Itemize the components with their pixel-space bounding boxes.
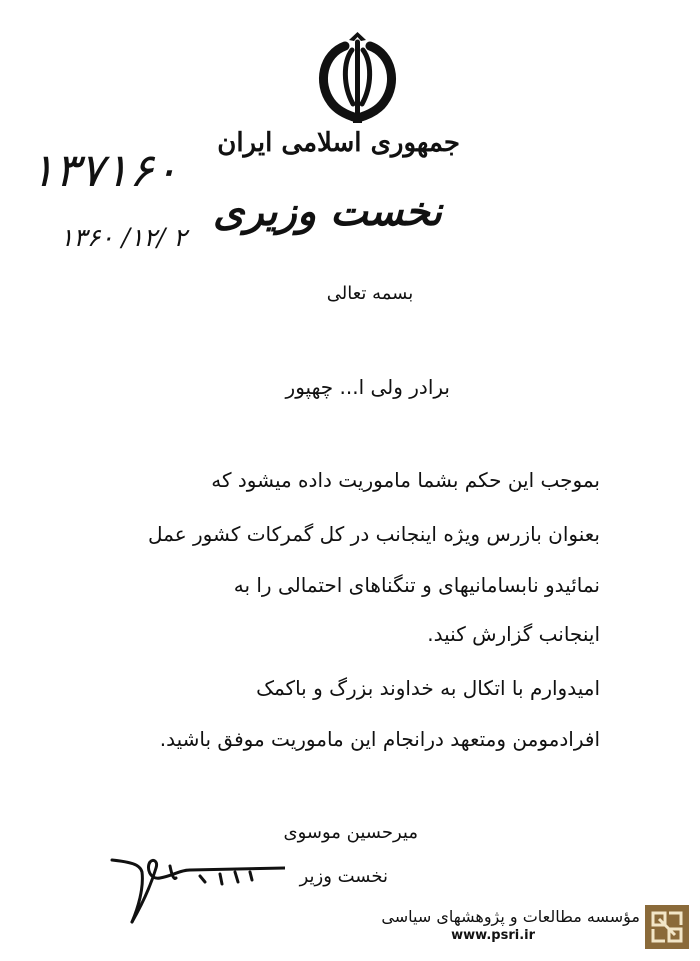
country-name-header: جمهوری اسلامی ایران [217, 128, 460, 158]
institute-name: مؤسسه مطالعات و پژوهشهای سیاسی [381, 907, 640, 926]
body-line-6: افرادمومن ومتعهد درانجام این ماموریت موفق باشید. [159, 727, 600, 751]
signer-title: نخست وزیر [299, 866, 388, 887]
prime-ministry-header: نخست وزیری [213, 188, 442, 235]
institute-logo-icon [645, 905, 689, 949]
body-line-1: بموجب این حکم بشما ماموریت داده میشود که [211, 468, 600, 492]
salutation: برادر ولی ا... چهپور [285, 375, 450, 399]
letter-number: ۱۳۷۱۶۰ [30, 143, 179, 197]
body-line-2: بعنوان بازرس ویژه اینجانب در کل گمرکات کشور عمل [148, 522, 600, 546]
letter-date: ۱۳۶۰ /۱۲/ ۲ [60, 223, 187, 252]
handwritten-signature [110, 848, 285, 928]
body-line-3: نمائیدو نابسامانیهای و تنگناهای احتمالی را به [233, 573, 600, 597]
basmala-heading: بسمه تعالی [326, 283, 414, 304]
body-line-4: اینجانب گزارش کنید. [427, 622, 600, 646]
institute-url: www.psri.ir [451, 928, 535, 943]
iran-emblem-icon [305, 28, 410, 128]
body-line-5: امیدوارم با اتکال به خداوند بزرگ و باکمک [256, 676, 600, 700]
signer-name: میرحسین موسوی [283, 822, 418, 843]
